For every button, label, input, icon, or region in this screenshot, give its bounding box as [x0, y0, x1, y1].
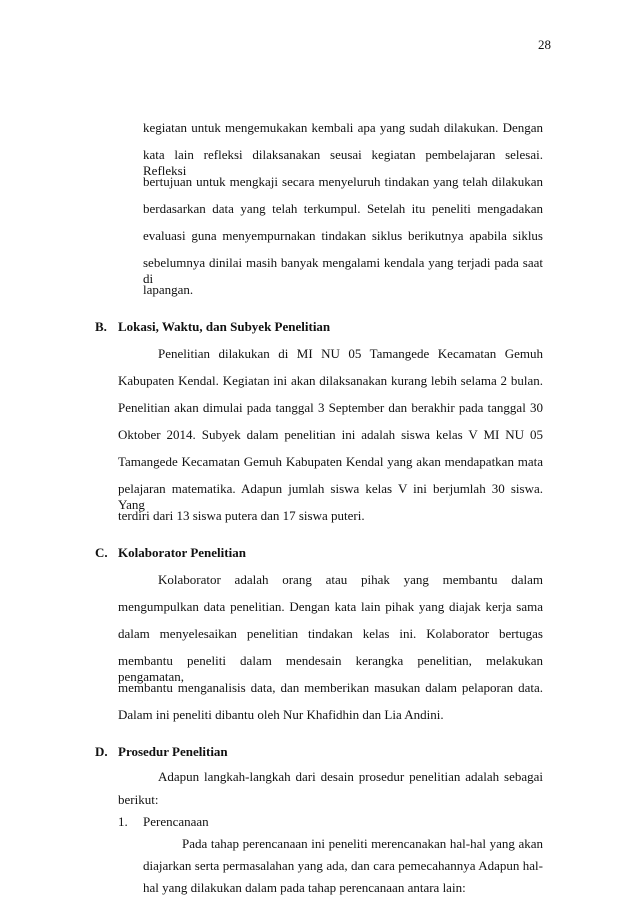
text-line: dalam menyelesaikan penelitian tindakan kelas ini. Kolaborator bertugas: [118, 626, 543, 641]
text-line: Pada tahap perencanaan ini peneliti merencanakan hal-hal yang akan: [182, 836, 543, 851]
text-line: mengumpulkan data penelitian. Dengan kata lain pihak yang diajak kerja sama: [118, 599, 543, 614]
section-title: Prosedur Penelitian: [118, 744, 228, 759]
text-line: bertujuan untuk mengkaji secara menyeluruh tindakan yang telah dilakukan: [143, 174, 543, 189]
text-line: membantu peneliti dalam mendesain kerangka penelitian, melakukan pengamatan,: [118, 653, 543, 684]
text-line: diajarkan serta permasalahan yang ada, dan cara pemecahannya Adapun hal-: [143, 858, 543, 873]
text-line: terdiri dari 13 siswa putera dan 17 siswa puteri.: [118, 508, 365, 523]
text-line: kegiatan untuk mengemukakan kembali apa yang sudah dilakukan. Dengan: [143, 120, 543, 135]
text-line: Penelitian akan dimulai pada tanggal 3 September dan berakhir pada tanggal 30: [118, 400, 543, 415]
subsection-title: Perencanaan: [143, 814, 209, 829]
text-line: pelajaran matematika. Adapun jumlah siswa kelas V ini berjumlah 30 siswa. Yang: [118, 481, 543, 512]
section-marker: B.: [95, 319, 107, 334]
list-marker: 1.: [118, 814, 128, 829]
text-line: sebelumnya dinilai masih banyak mengalami kendala yang terjadi pada saat di: [143, 255, 543, 286]
text-line: Dalam ini peneliti dibantu oleh Nur Khafidhin dan Lia Andini.: [118, 707, 444, 722]
section-title: Lokasi, Waktu, dan Subyek Penelitian: [118, 319, 331, 334]
text-line: evaluasi guna menyempurnakan tindakan siklus berikutnya apabila siklus: [143, 228, 543, 243]
text-line: hal yang dilakukan dalam pada tahap perencanaan antara lain:: [143, 880, 466, 895]
section-title: Kolaborator Penelitian: [118, 545, 246, 560]
section-marker: C.: [95, 545, 108, 560]
section-marker: D.: [95, 744, 108, 759]
text-line: Adapun langkah-langkah dari desain prosedur penelitian adalah sebagai: [158, 769, 543, 784]
text-line: berikut:: [118, 792, 159, 807]
page-number: 28: [538, 37, 551, 52]
text-line: membantu menganalisis data, dan memberikan masukan dalam pelaporan data.: [118, 680, 543, 695]
text-line: Oktober 2014. Subyek dalam penelitian ini adalah siswa kelas V MI NU 05: [118, 427, 543, 442]
text-line: kata lain refleksi dilaksanakan seusai kegiatan pembelajaran selesai. Refleksi: [143, 147, 543, 178]
text-line: berdasarkan data yang telah terkumpul. Setelah itu peneliti mengadakan: [143, 201, 543, 216]
text-line: Penelitian dilakukan di MI NU 05 Tamangede Kecamatan Gemuh: [158, 346, 543, 361]
text-line: Tamangede Kecamatan Gemuh Kabupaten Kendal yang akan mendapatkan mata: [118, 454, 543, 469]
text-line: lapangan.: [143, 282, 194, 297]
text-line: Kolaborator adalah orang atau pihak yang membantu dalam: [158, 572, 543, 587]
text-line: Kabupaten Kendal. Kegiatan ini akan dilaksanakan kurang lebih selama 2 bulan.: [118, 373, 543, 388]
